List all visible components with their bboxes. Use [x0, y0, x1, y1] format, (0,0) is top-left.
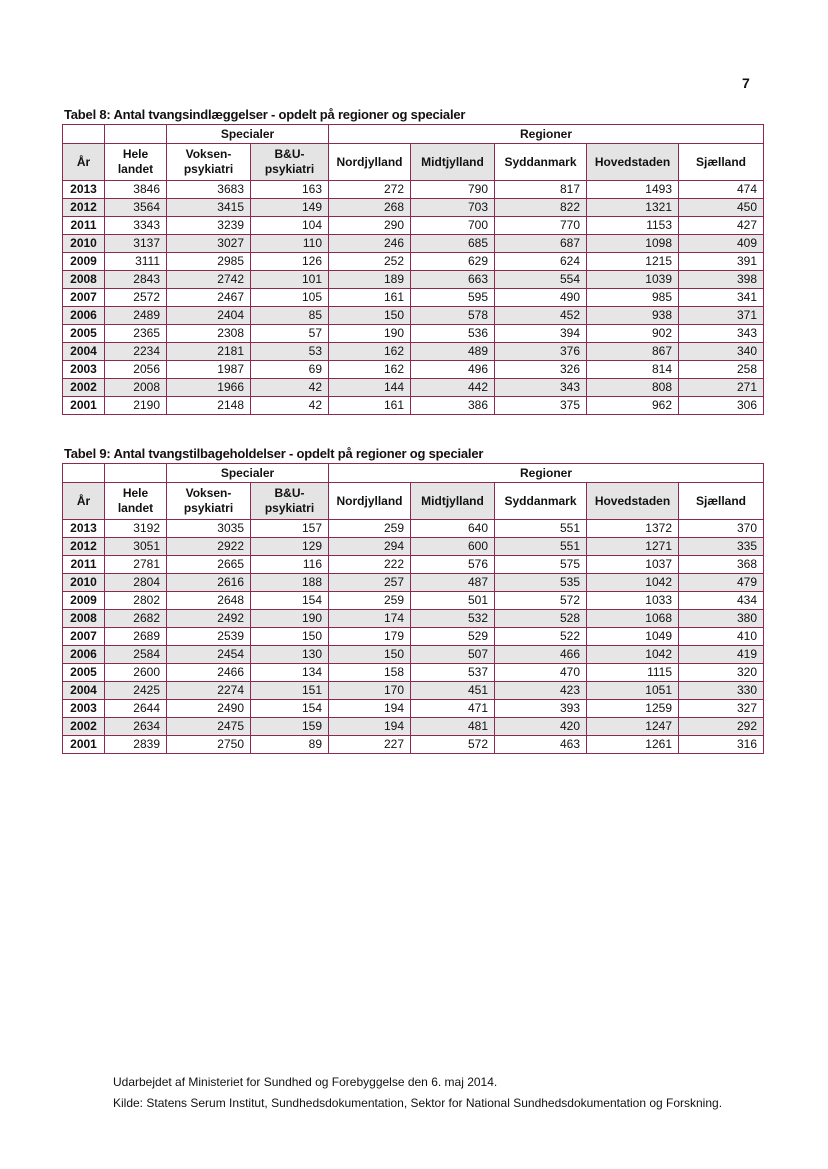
table-cell: 2616 — [167, 574, 251, 592]
table-cell: 144 — [329, 379, 411, 397]
table-cell: 316 — [679, 736, 764, 754]
col-header-hele-landet: Hele landet — [105, 483, 167, 520]
table-cell: 2843 — [105, 271, 167, 289]
table-cell: 700 — [411, 217, 495, 235]
table-cell: 522 — [495, 628, 587, 646]
table-cell: 3683 — [167, 181, 251, 199]
col-header-sjaelland: Sjælland — [679, 483, 764, 520]
table-cell: 154 — [251, 700, 329, 718]
col-header-aar: År — [63, 483, 105, 520]
col-header-bu: B&U-psykiatri — [251, 144, 329, 181]
table-cell: 474 — [679, 181, 764, 199]
table-cell: 271 — [679, 379, 764, 397]
table-cell: 306 — [679, 397, 764, 415]
table-cell: 3564 — [105, 199, 167, 217]
table-cell: 685 — [411, 235, 495, 253]
table-cell: 162 — [329, 343, 411, 361]
table-cell: 434 — [679, 592, 764, 610]
col-header-bu: B&U-psykiatri — [251, 483, 329, 520]
table-cell: 292 — [679, 718, 764, 736]
table-cell: 227 — [329, 736, 411, 754]
table-cell: 2572 — [105, 289, 167, 307]
table-cell: 159 — [251, 718, 329, 736]
row-year: 2002 — [63, 718, 105, 736]
table-cell: 1966 — [167, 379, 251, 397]
table-cell: 2922 — [167, 538, 251, 556]
table-cell: 423 — [495, 682, 587, 700]
table-cell: 3343 — [105, 217, 167, 235]
table-cell: 163 — [251, 181, 329, 199]
table-cell: 2308 — [167, 325, 251, 343]
table9-body — [63, 520, 764, 754]
table-cell: 2665 — [167, 556, 251, 574]
table8-wrapper — [62, 124, 763, 415]
table-cell: 129 — [251, 538, 329, 556]
table-cell: 259 — [329, 520, 411, 538]
footer-source: Kilde: Statens Serum Institut, Sundhedsdokumentation, Sektor for National Sundhedsdokumentation og Forskning. — [113, 1096, 723, 1110]
table-cell: 134 — [251, 664, 329, 682]
table-cell: 162 — [329, 361, 411, 379]
table-cell: 687 — [495, 235, 587, 253]
table-cell: 1153 — [587, 217, 679, 235]
table-cell: 2148 — [167, 397, 251, 415]
header-blank-hele — [105, 125, 167, 144]
table-cell: 572 — [411, 736, 495, 754]
row-year: 2012 — [63, 538, 105, 556]
table-cell: 194 — [329, 700, 411, 718]
table-cell: 442 — [411, 379, 495, 397]
table-cell: 371 — [679, 307, 764, 325]
table-cell: 409 — [679, 235, 764, 253]
row-year: 2007 — [63, 628, 105, 646]
table-cell: 487 — [411, 574, 495, 592]
col-header-syddanmark: Syddanmark — [495, 144, 587, 181]
table-cell: 2644 — [105, 700, 167, 718]
table-cell: 2404 — [167, 307, 251, 325]
table-cell: 481 — [411, 718, 495, 736]
table-cell: 110 — [251, 235, 329, 253]
table-cell: 398 — [679, 271, 764, 289]
col-header-voksen: Voksen-psykiatri — [167, 483, 251, 520]
table-cell: 427 — [679, 217, 764, 235]
table-cell: 3846 — [105, 181, 167, 199]
table-cell: 257 — [329, 574, 411, 592]
table-cell: 551 — [495, 520, 587, 538]
table-cell: 130 — [251, 646, 329, 664]
table-cell: 1259 — [587, 700, 679, 718]
table-cell: 479 — [679, 574, 764, 592]
table-cell: 1042 — [587, 574, 679, 592]
table-cell: 179 — [329, 628, 411, 646]
table-cell: 595 — [411, 289, 495, 307]
table-cell: 85 — [251, 307, 329, 325]
table-cell: 2234 — [105, 343, 167, 361]
table-row — [63, 664, 764, 682]
table8-body — [63, 181, 764, 415]
table-cell: 2539 — [167, 628, 251, 646]
header-blank-year — [63, 464, 105, 483]
row-year: 2004 — [63, 682, 105, 700]
table-cell: 3239 — [167, 217, 251, 235]
table9-wrapper — [62, 463, 763, 754]
table-cell: 1115 — [587, 664, 679, 682]
row-year: 2009 — [63, 592, 105, 610]
header-blank-hele — [105, 464, 167, 483]
table-cell: 2648 — [167, 592, 251, 610]
table-cell: 1051 — [587, 682, 679, 700]
table-cell: 42 — [251, 397, 329, 415]
table-row — [63, 379, 764, 397]
table-cell: 161 — [329, 289, 411, 307]
table-cell: 1321 — [587, 199, 679, 217]
table-row — [63, 574, 764, 592]
table-cell: 451 — [411, 682, 495, 700]
table-cell: 1372 — [587, 520, 679, 538]
table-cell: 341 — [679, 289, 764, 307]
col-header-sjaelland: Sjælland — [679, 144, 764, 181]
table8-title: Tabel 8: Antal tvangsindlæggelser - opdelt på regioner og specialer — [64, 107, 466, 122]
table-cell: 3137 — [105, 235, 167, 253]
table-cell: 2802 — [105, 592, 167, 610]
table-cell: 452 — [495, 307, 587, 325]
table-cell: 471 — [411, 700, 495, 718]
table-cell: 817 — [495, 181, 587, 199]
table-cell: 258 — [679, 361, 764, 379]
table-cell: 290 — [329, 217, 411, 235]
header-regioner: Regioner — [329, 464, 764, 483]
table-cell: 2190 — [105, 397, 167, 415]
table-cell: 340 — [679, 343, 764, 361]
table-row — [63, 199, 764, 217]
page-number: 7 — [742, 75, 750, 91]
table-cell: 489 — [411, 343, 495, 361]
table8 — [62, 124, 764, 415]
table-cell: 3051 — [105, 538, 167, 556]
table-cell: 320 — [679, 664, 764, 682]
table-cell: 105 — [251, 289, 329, 307]
table-cell: 1037 — [587, 556, 679, 574]
table-cell: 272 — [329, 181, 411, 199]
table-cell: 380 — [679, 610, 764, 628]
table-cell: 2454 — [167, 646, 251, 664]
table-row — [63, 307, 764, 325]
table-cell: 335 — [679, 538, 764, 556]
table-cell: 576 — [411, 556, 495, 574]
table-cell: 2634 — [105, 718, 167, 736]
table-cell: 252 — [329, 253, 411, 271]
table-row — [63, 289, 764, 307]
table-cell: 190 — [329, 325, 411, 343]
table-row — [63, 361, 764, 379]
table-cell: 2600 — [105, 664, 167, 682]
table-cell: 2839 — [105, 736, 167, 754]
table-cell: 1271 — [587, 538, 679, 556]
table-row — [63, 556, 764, 574]
table-cell: 1049 — [587, 628, 679, 646]
table-row — [63, 718, 764, 736]
table-cell: 343 — [679, 325, 764, 343]
table-cell: 386 — [411, 397, 495, 415]
table-cell: 770 — [495, 217, 587, 235]
row-year: 2013 — [63, 181, 105, 199]
table-cell: 1068 — [587, 610, 679, 628]
table-row — [63, 520, 764, 538]
table-cell: 189 — [329, 271, 411, 289]
table-cell: 2750 — [167, 736, 251, 754]
table-cell: 1033 — [587, 592, 679, 610]
row-year: 2004 — [63, 343, 105, 361]
table-cell: 343 — [495, 379, 587, 397]
table-cell: 330 — [679, 682, 764, 700]
table-row — [63, 397, 764, 415]
table-cell: 2492 — [167, 610, 251, 628]
table9 — [62, 463, 764, 754]
col-header-hovedstaden: Hovedstaden — [587, 144, 679, 181]
table-cell: 104 — [251, 217, 329, 235]
table-cell: 529 — [411, 628, 495, 646]
table-cell: 814 — [587, 361, 679, 379]
table-cell: 554 — [495, 271, 587, 289]
table-cell: 57 — [251, 325, 329, 343]
table-cell: 578 — [411, 307, 495, 325]
table-cell: 1247 — [587, 718, 679, 736]
table-cell: 151 — [251, 682, 329, 700]
table-row — [63, 646, 764, 664]
table-cell: 703 — [411, 199, 495, 217]
table-cell: 294 — [329, 538, 411, 556]
table-cell: 376 — [495, 343, 587, 361]
table-cell: 246 — [329, 235, 411, 253]
table-row — [63, 181, 764, 199]
footer-prepared-by: Udarbejdet af Ministeriet for Sundhed og Forebyggelse den 6. maj 2014. — [113, 1075, 498, 1089]
table-cell: 69 — [251, 361, 329, 379]
header-blank-year — [63, 125, 105, 144]
header-specialer: Specialer — [167, 125, 329, 144]
table-cell: 394 — [495, 325, 587, 343]
row-year: 2013 — [63, 520, 105, 538]
table-cell: 1215 — [587, 253, 679, 271]
table-cell: 496 — [411, 361, 495, 379]
table-cell: 575 — [495, 556, 587, 574]
table-cell: 420 — [495, 718, 587, 736]
table-cell: 3111 — [105, 253, 167, 271]
table-cell: 2365 — [105, 325, 167, 343]
table-cell: 2689 — [105, 628, 167, 646]
col-header-hovedstaden: Hovedstaden — [587, 483, 679, 520]
table-cell: 375 — [495, 397, 587, 415]
table-cell: 174 — [329, 610, 411, 628]
row-year: 2010 — [63, 235, 105, 253]
table-cell: 2985 — [167, 253, 251, 271]
table-cell: 154 — [251, 592, 329, 610]
table-cell: 2467 — [167, 289, 251, 307]
table-cell: 537 — [411, 664, 495, 682]
table-cell: 532 — [411, 610, 495, 628]
col-header-midtjylland: Midtjylland — [411, 144, 495, 181]
table-cell: 2008 — [105, 379, 167, 397]
table-cell: 170 — [329, 682, 411, 700]
col-header-nordjylland: Nordjylland — [329, 483, 411, 520]
table-cell: 463 — [495, 736, 587, 754]
table-cell: 535 — [495, 574, 587, 592]
table-cell: 2475 — [167, 718, 251, 736]
table-cell: 3027 — [167, 235, 251, 253]
table-cell: 808 — [587, 379, 679, 397]
table-cell: 2274 — [167, 682, 251, 700]
row-year: 2006 — [63, 646, 105, 664]
table-cell: 507 — [411, 646, 495, 664]
row-year: 2010 — [63, 574, 105, 592]
col-header-midtjylland: Midtjylland — [411, 483, 495, 520]
table-cell: 536 — [411, 325, 495, 343]
row-year: 2006 — [63, 307, 105, 325]
table-cell: 466 — [495, 646, 587, 664]
table-cell: 1039 — [587, 271, 679, 289]
table-cell: 490 — [495, 289, 587, 307]
table-cell: 501 — [411, 592, 495, 610]
table-cell: 190 — [251, 610, 329, 628]
table-cell: 2682 — [105, 610, 167, 628]
table-row — [63, 736, 764, 754]
table-cell: 2425 — [105, 682, 167, 700]
table-row — [63, 271, 764, 289]
table-cell: 985 — [587, 289, 679, 307]
row-year: 2007 — [63, 289, 105, 307]
table-cell: 629 — [411, 253, 495, 271]
table-cell: 419 — [679, 646, 764, 664]
table-cell: 53 — [251, 343, 329, 361]
table-cell: 150 — [329, 646, 411, 664]
table-cell: 528 — [495, 610, 587, 628]
table-cell: 1987 — [167, 361, 251, 379]
table-cell: 161 — [329, 397, 411, 415]
table9-title: Tabel 9: Antal tvangstilbageholdelser - opdelt på regioner og specialer — [64, 446, 484, 461]
row-year: 2003 — [63, 700, 105, 718]
table-cell: 116 — [251, 556, 329, 574]
table-cell: 157 — [251, 520, 329, 538]
table-cell: 2056 — [105, 361, 167, 379]
header-regioner: Regioner — [329, 125, 764, 144]
table-cell: 624 — [495, 253, 587, 271]
table-cell: 149 — [251, 199, 329, 217]
col-header-voksen: Voksen-psykiatri — [167, 144, 251, 181]
table-cell: 2781 — [105, 556, 167, 574]
header-specialer: Specialer — [167, 464, 329, 483]
row-year: 2008 — [63, 271, 105, 289]
row-year: 2011 — [63, 217, 105, 235]
table-cell: 2742 — [167, 271, 251, 289]
table-cell: 410 — [679, 628, 764, 646]
row-year: 2002 — [63, 379, 105, 397]
table-cell: 101 — [251, 271, 329, 289]
table-cell: 1493 — [587, 181, 679, 199]
table-cell: 150 — [329, 307, 411, 325]
table-row — [63, 628, 764, 646]
row-year: 2005 — [63, 664, 105, 682]
row-year: 2001 — [63, 397, 105, 415]
table-cell: 368 — [679, 556, 764, 574]
table-cell: 89 — [251, 736, 329, 754]
table-row — [63, 682, 764, 700]
table-cell: 370 — [679, 520, 764, 538]
col-header-hele-landet: Hele landet — [105, 144, 167, 181]
table-cell: 158 — [329, 664, 411, 682]
table-cell: 1261 — [587, 736, 679, 754]
table-cell: 2489 — [105, 307, 167, 325]
row-year: 2001 — [63, 736, 105, 754]
table-row — [63, 235, 764, 253]
table-cell: 222 — [329, 556, 411, 574]
table-cell: 2181 — [167, 343, 251, 361]
table-row — [63, 217, 764, 235]
table-cell: 126 — [251, 253, 329, 271]
table-row — [63, 538, 764, 556]
table-row — [63, 610, 764, 628]
table-cell: 326 — [495, 361, 587, 379]
table-cell: 2804 — [105, 574, 167, 592]
table-cell: 663 — [411, 271, 495, 289]
table-row — [63, 592, 764, 610]
row-year: 2009 — [63, 253, 105, 271]
table-cell: 188 — [251, 574, 329, 592]
col-header-syddanmark: Syddanmark — [495, 483, 587, 520]
table-cell: 1098 — [587, 235, 679, 253]
table-cell: 2490 — [167, 700, 251, 718]
table-cell: 572 — [495, 592, 587, 610]
table-row — [63, 325, 764, 343]
table-cell: 150 — [251, 628, 329, 646]
row-year: 2012 — [63, 199, 105, 217]
table-cell: 867 — [587, 343, 679, 361]
table-cell: 393 — [495, 700, 587, 718]
table-cell: 268 — [329, 199, 411, 217]
table-cell: 3035 — [167, 520, 251, 538]
row-year: 2008 — [63, 610, 105, 628]
table-cell: 790 — [411, 181, 495, 199]
table-cell: 3415 — [167, 199, 251, 217]
table-cell: 1042 — [587, 646, 679, 664]
table-row — [63, 700, 764, 718]
col-header-nordjylland: Nordjylland — [329, 144, 411, 181]
table-cell: 259 — [329, 592, 411, 610]
table-cell: 42 — [251, 379, 329, 397]
table-cell: 194 — [329, 718, 411, 736]
table-cell: 600 — [411, 538, 495, 556]
row-year: 2003 — [63, 361, 105, 379]
table-cell: 902 — [587, 325, 679, 343]
table-cell: 640 — [411, 520, 495, 538]
table-cell: 938 — [587, 307, 679, 325]
table-cell: 470 — [495, 664, 587, 682]
row-year: 2011 — [63, 556, 105, 574]
table-cell: 822 — [495, 199, 587, 217]
row-year: 2005 — [63, 325, 105, 343]
table-cell: 327 — [679, 700, 764, 718]
table-cell: 450 — [679, 199, 764, 217]
table-cell: 3192 — [105, 520, 167, 538]
table-cell: 2584 — [105, 646, 167, 664]
col-header-aar: År — [63, 144, 105, 181]
table-cell: 551 — [495, 538, 587, 556]
table-cell: 2466 — [167, 664, 251, 682]
table-row — [63, 253, 764, 271]
table-cell: 962 — [587, 397, 679, 415]
table-cell: 391 — [679, 253, 764, 271]
table-row — [63, 343, 764, 361]
